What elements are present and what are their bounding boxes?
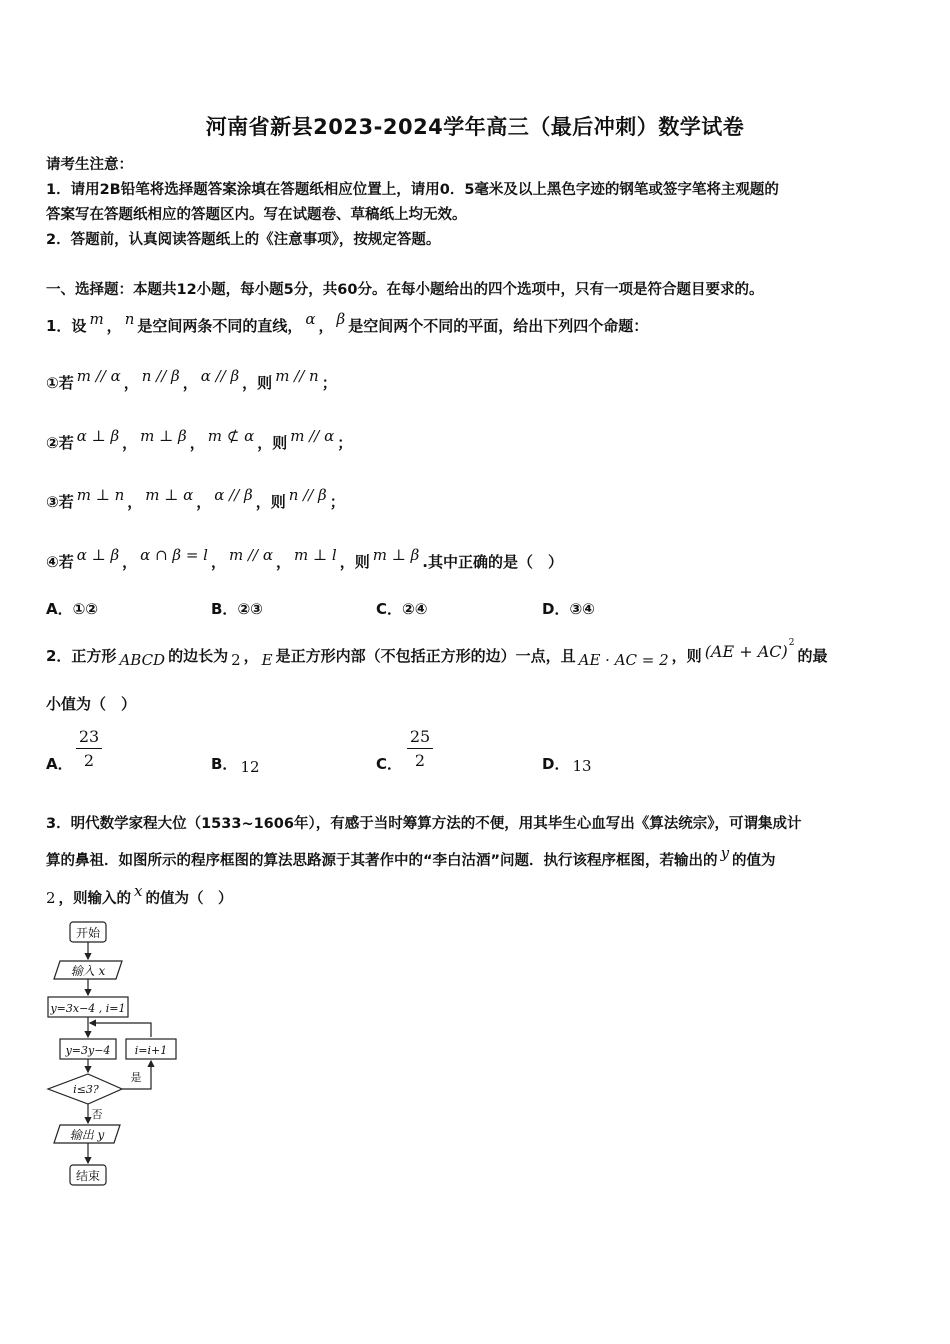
section-header: 一、选择题：本题共12小题，每小题5分，共60分。在每小题给出的四个选项中，只有一项是符合题目要求的。 bbox=[46, 282, 764, 298]
q1-prop-1: ①若 m // α ， n // β ， α // β ，则 m // n ； bbox=[46, 367, 337, 392]
notice-line-1: 1．请用2B铅笔将选择题答案涂填在答题纸相应位置上，请用0．5毫米及以上黑色字迹的钢笔或签字笔将主观题的 bbox=[46, 182, 779, 198]
notice-line-2: 2．答题前，认真阅读答题纸上的《注意事项》，按规定答题。 bbox=[46, 232, 441, 248]
notice-heading: 请考生注意： bbox=[46, 157, 133, 173]
q3-line-2: 算的鼻祖．如图所示的程序框图的算法思路源于其著作中的“李白沽酒”问题．执行该程序框图，若输出的 y 的值为 bbox=[46, 844, 776, 869]
q2-option-b[interactable]: B． 12 bbox=[211, 755, 260, 776]
q1-option-d[interactable]: D．③④ bbox=[542, 600, 595, 618]
q1-option-b[interactable]: B．②③ bbox=[211, 600, 263, 618]
flow-decision-label: i≤3? bbox=[73, 1083, 99, 1096]
q3-line-3: 2 ，则输入的 x 的值为（ ） bbox=[46, 882, 233, 907]
q2-option-c-label[interactable]: C． bbox=[376, 755, 403, 773]
flow-end-label: 结束 bbox=[75, 1169, 101, 1183]
q2-option-c-fraction[interactable]: 25 2 bbox=[407, 727, 433, 770]
notice-line-1b: 答案写在答题纸相应的答题区内。写在试题卷、草稿纸上均无效。 bbox=[46, 207, 467, 223]
q2-stem-line-2: 小值为（ ） bbox=[46, 695, 137, 713]
q1-prop-3: ③若 m ⊥ n ， m ⊥ α ， α // β ，则 n // β ； bbox=[46, 486, 345, 511]
flow-yes-label: 是 bbox=[130, 1071, 142, 1084]
page-title: 河南省新县2023-2024学年高三（最后冲刺）数学试卷 bbox=[205, 115, 745, 139]
q1-option-a[interactable]: A．①② bbox=[46, 600, 99, 618]
flow-input-label: 输入 x bbox=[70, 964, 106, 978]
q1-stem: 1．设 m ， n 是空间两条不同的直线， α ， β 是空间两个不同的平面，给出下列四个命题： bbox=[46, 310, 649, 335]
flow-start-label: 开始 bbox=[75, 926, 101, 940]
q1-prop-2: ②若 α ⊥ β ， m ⊥ β ， m ⊄ α ，则 m // α ； bbox=[46, 427, 353, 452]
flow-no-label: 否 bbox=[91, 1108, 103, 1121]
flow-output-label: 输出 y bbox=[69, 1128, 105, 1142]
q2-option-a-label[interactable]: A． bbox=[46, 755, 73, 773]
q1-option-c[interactable]: C．②④ bbox=[376, 600, 428, 618]
q3-line-1: 3．明代数学家程大位（1533~1606年），有感于当时筹算方法的不便，用其毕生心血写出《算法统宗》，可谓集成计 bbox=[46, 816, 802, 832]
q2-option-a-fraction[interactable]: 23 2 bbox=[76, 727, 102, 770]
q2-option-d[interactable]: D． 13 bbox=[542, 755, 592, 775]
program-flowchart bbox=[40, 915, 190, 1195]
q2-stem: 2．正方形 ABCD 的边长为 2 ， E 是正方形内部（不包括正方形的边）一点，且 AE · AC = 2 ，则 (AE + AC)$^2$的最 bbox=[46, 638, 828, 669]
flow-init-label: y=3x−4 , i=1 bbox=[50, 1002, 126, 1015]
flow-update-label: y=3y−4 bbox=[65, 1044, 111, 1057]
flow-increment-label: i=i+1 bbox=[134, 1044, 168, 1057]
q1-prop-4: ④若 α ⊥ β ， α ∩ β = l ， m // α ， m ⊥ l ，则 m ⊥ β .其中正确的是（ ） bbox=[46, 546, 563, 571]
